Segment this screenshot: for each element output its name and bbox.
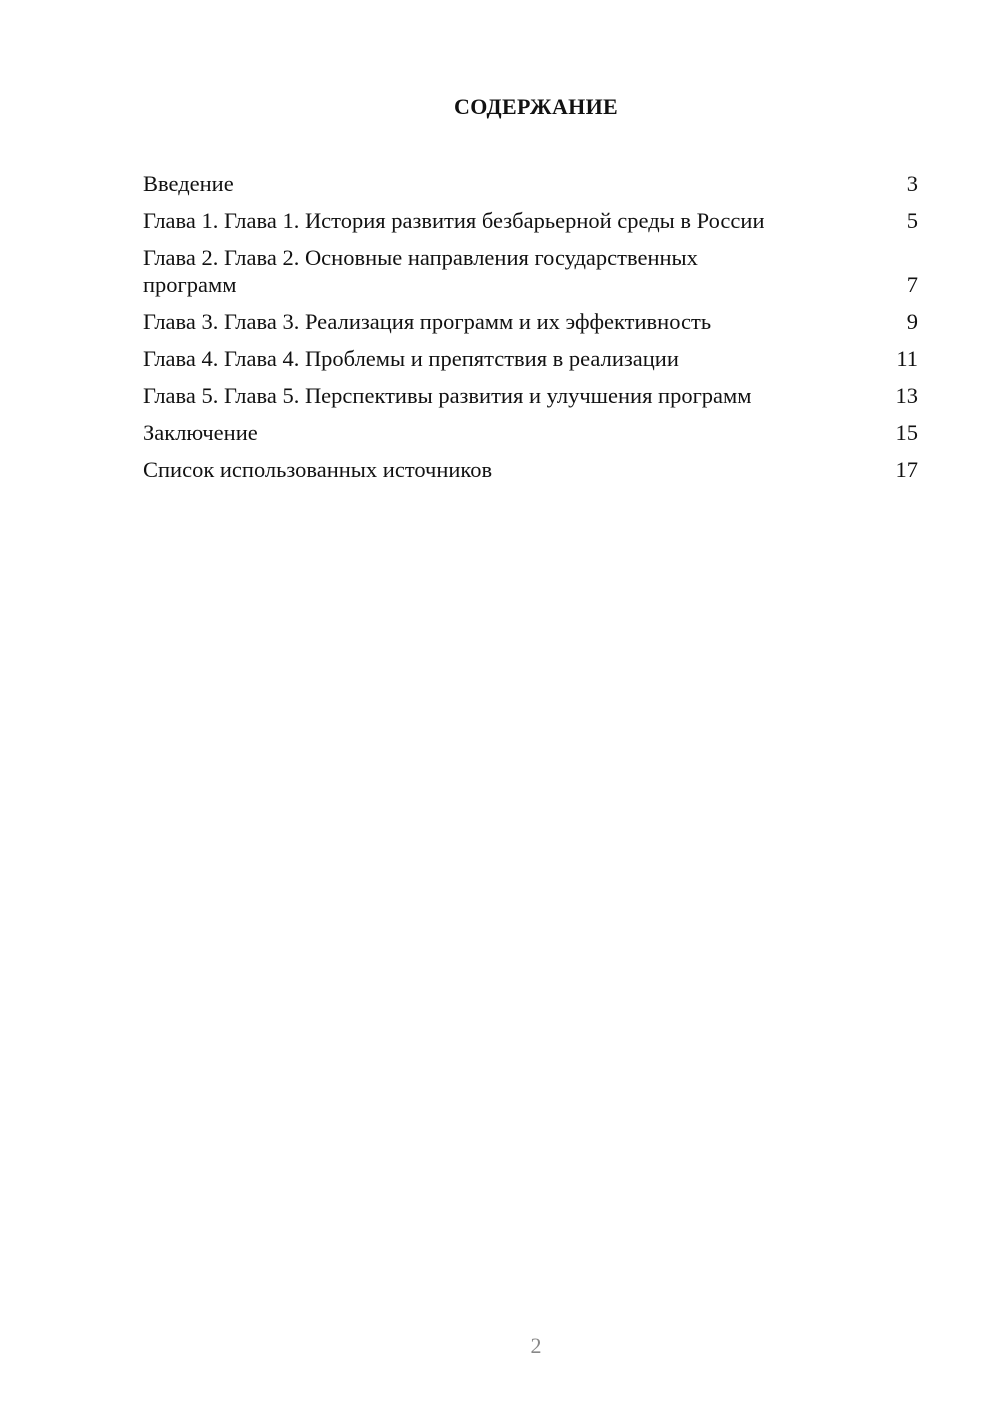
toc-entry-text: Глава 1. Глава 1. История развития безбарьерной среды в России — [143, 208, 765, 233]
toc-entry-chapter-3 — [143, 308, 918, 335]
toc-entry-page: 9 — [906, 309, 918, 334]
toc-entry-text: Глава 5. Глава 5. Перспективы развития и улучшения программ — [143, 383, 752, 408]
page-number: 2 — [530, 1333, 542, 1358]
toc-entry-page: 7 — [906, 272, 918, 297]
toc-entry-text: Список использованных источников — [143, 457, 493, 482]
toc-entry-chapter-5 — [143, 382, 918, 409]
toc-entry-chapter-2 — [143, 244, 918, 298]
toc-entry-text: Глава 4. Глава 4. Проблемы и препятствия в реализации — [143, 346, 679, 371]
toc-entry-text: Введение — [143, 171, 234, 196]
toc-entry-page: 15 — [895, 420, 918, 445]
toc-entry-references — [143, 456, 918, 483]
toc-entry-conclusion — [143, 419, 918, 446]
toc-entry-page: 5 — [906, 208, 918, 233]
toc-entry-text: Глава 3. Глава 3. Реализация программ и их эффективность — [143, 309, 712, 334]
toc-entry-page: 13 — [895, 383, 918, 408]
toc-entry-text: Заключение — [143, 420, 258, 445]
toc-entry-page: 3 — [906, 171, 918, 196]
toc-entry-chapter-1 — [143, 207, 918, 234]
toc-entry-chapter-4 — [143, 345, 918, 372]
toc-entry-text: Глава 2. Глава 2. Основные направления государственных программ — [143, 245, 698, 297]
toc-list — [143, 170, 918, 493]
toc-entry-introduction — [143, 170, 918, 197]
toc-entry-page: 11 — [896, 346, 918, 371]
toc-heading: СОДЕРЖАНИЕ — [454, 94, 618, 119]
toc-entry-page: 17 — [895, 457, 918, 482]
